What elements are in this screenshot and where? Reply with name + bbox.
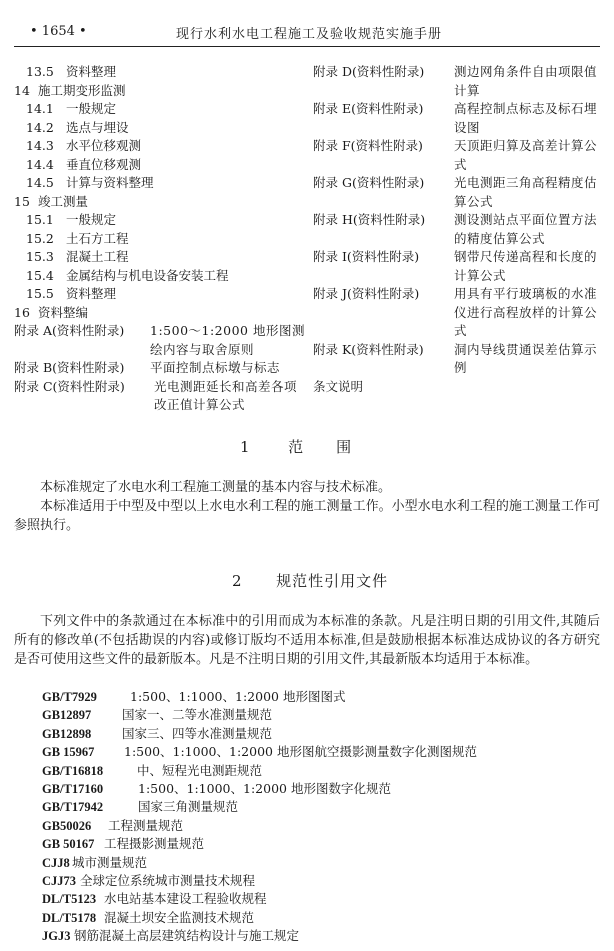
toc-item: 16 资料整编 <box>14 304 89 320</box>
appendix-label: 附录 J(资料性附录) <box>313 286 420 301</box>
appendix-title: 测设测站点平面位置方法的精度估算公式 <box>454 212 598 246</box>
appendix-title: 光电测距延长和高差各项改正值计算公式 <box>154 378 298 412</box>
paragraph: 本标准适用于中型及中型以上水电水利工程的施工测量工作。小型水电水利工程的施工测量工作可参照执行。 <box>14 499 600 533</box>
reference-item: GB 15967 1:500、1:1000、1:2000 地形图航空摄影测量数字化测图规范 <box>42 744 477 760</box>
toc-item: 15.3 混凝土工程 <box>26 249 129 264</box>
reference-item: GB12898 国家三、四等水准测量规范 <box>42 725 273 741</box>
reference-item: DL/T5178 混凝土坝安全监测技术规范 <box>42 909 255 925</box>
toc-item: 13.5 资料整理 <box>26 64 117 79</box>
reference-item: GB/T7929 1:500、1:1000、1:2000 地形图图式 <box>42 689 346 704</box>
reference-item: GB12897 国家一、二等水准测量规范 <box>42 707 273 723</box>
appendix-title: 光电测距三角高程精度估算公式 <box>454 175 598 209</box>
reference-item: GB/T17160 1:500、1:1000、1:2000 地形图数字化规范 <box>42 781 391 797</box>
header-rule <box>14 46 600 47</box>
appendix-title: 1:500～1:2000 地形图测绘内容与取舍原则 <box>150 323 305 357</box>
appendix-title: 高程控制点标志及标石埋设图 <box>454 101 598 135</box>
book-title: 现行水利水电工程施工及验收规范实施手册 <box>176 27 443 42</box>
toc-item: 15.4 金属结构与机电设备安装工程 <box>26 267 229 283</box>
reference-item: GB/T16818 中、短程光电测距规范 <box>42 762 263 778</box>
toc-item: 15.2 土石方工程 <box>26 230 129 246</box>
reference-item: GB50026 工程测量规范 <box>42 817 184 833</box>
toc-item: 15.5 资料整理 <box>26 286 117 301</box>
appendix-label: 附录 C(资料性附录) <box>14 378 125 394</box>
reference-item: JGJ3 钢筋混凝土高层建筑结构设计与施工规定 <box>42 928 300 944</box>
section-number: 2 <box>232 572 243 590</box>
appendix-label: 附录 E(资料性附录) <box>313 101 424 116</box>
appendix-label: 附录 I(资料性附录) <box>313 249 420 264</box>
toc-item: 14.5 计算与资料整理 <box>26 175 154 190</box>
toc-item: 14.2 选点与埋设 <box>26 119 129 135</box>
section-heading <box>232 570 388 591</box>
appendix-title: 用具有平行玻璃板的水准仪进行高程放样的计算公式 <box>454 286 598 338</box>
reference-list <box>42 688 477 946</box>
toc-item: 15 竣工测量 <box>14 193 89 209</box>
toc-explanatory-notes: 条文说明 <box>313 378 364 394</box>
toc-item: 14.4 垂直位移观测 <box>26 156 142 172</box>
appendix-label: 附录 H(资料性附录) <box>313 212 426 227</box>
section-heading <box>240 436 352 457</box>
appendix-label: 附录 B(资料性附录) <box>14 360 125 375</box>
section-number: 1 <box>240 438 251 456</box>
page-header <box>0 22 614 44</box>
appendix-label: 附录 D(资料性附录) <box>313 64 425 79</box>
section-title: 规范性引用文件 <box>276 572 389 590</box>
reference-item: GB 50167 工程摄影测量规范 <box>42 836 205 852</box>
appendix-title: 测边网角条件自由项限值计算 <box>454 64 598 98</box>
page-number: • 1654 • <box>30 24 87 39</box>
appendix-label: 附录 F(资料性附录) <box>313 138 423 153</box>
appendix-title: 钢带尺传递高程和长度的计算公式 <box>454 249 598 283</box>
reference-item: CJJ73 全球定位系统城市测量技术规程 <box>42 873 256 889</box>
appendix-label: 附录 K(资料性附录) <box>313 341 424 357</box>
paragraph: 下列文件中的条款通过在本标准中的引用而成为本标准的条款。凡是注明日期的引用文件,其随后所有的修改单(不包括勘误的内容)或修订版均不适用本标准,但是鼓励根据本标准达成协议的各方研究是否可使用这些文件的最新版本。凡是不注明日期的引用文件,其最新版本均适用于本标准。 <box>14 614 600 667</box>
section-title: 范 围 <box>288 438 353 456</box>
toc-item: 14.1 一般规定 <box>26 101 117 116</box>
toc-item: 14.3 水平位移观测 <box>26 138 142 153</box>
appendix-title: 天顶距归算及高差计算公式 <box>454 138 598 172</box>
appendix-label: 附录 A(资料性附录) <box>14 323 125 338</box>
toc-item: 14 施工期变形监测 <box>14 82 126 98</box>
reference-item: CJJ8 城市测量规范 <box>42 854 148 870</box>
appendix-title: 平面控制点标墩与标志 <box>150 360 281 375</box>
reference-item: GB/T17942 国家三角测量规范 <box>42 799 239 815</box>
paragraph: 本标准规定了水电水利工程施工测量的基本内容与技术标准。 <box>40 480 392 495</box>
toc-item: 15.1 一般规定 <box>26 212 117 227</box>
reference-item: DL/T5123 水电站基本建设工程验收规程 <box>42 891 267 907</box>
appendix-title: 洞内导线贯通误差估算示例 <box>454 341 598 375</box>
appendix-label: 附录 G(资料性附录) <box>313 175 425 190</box>
